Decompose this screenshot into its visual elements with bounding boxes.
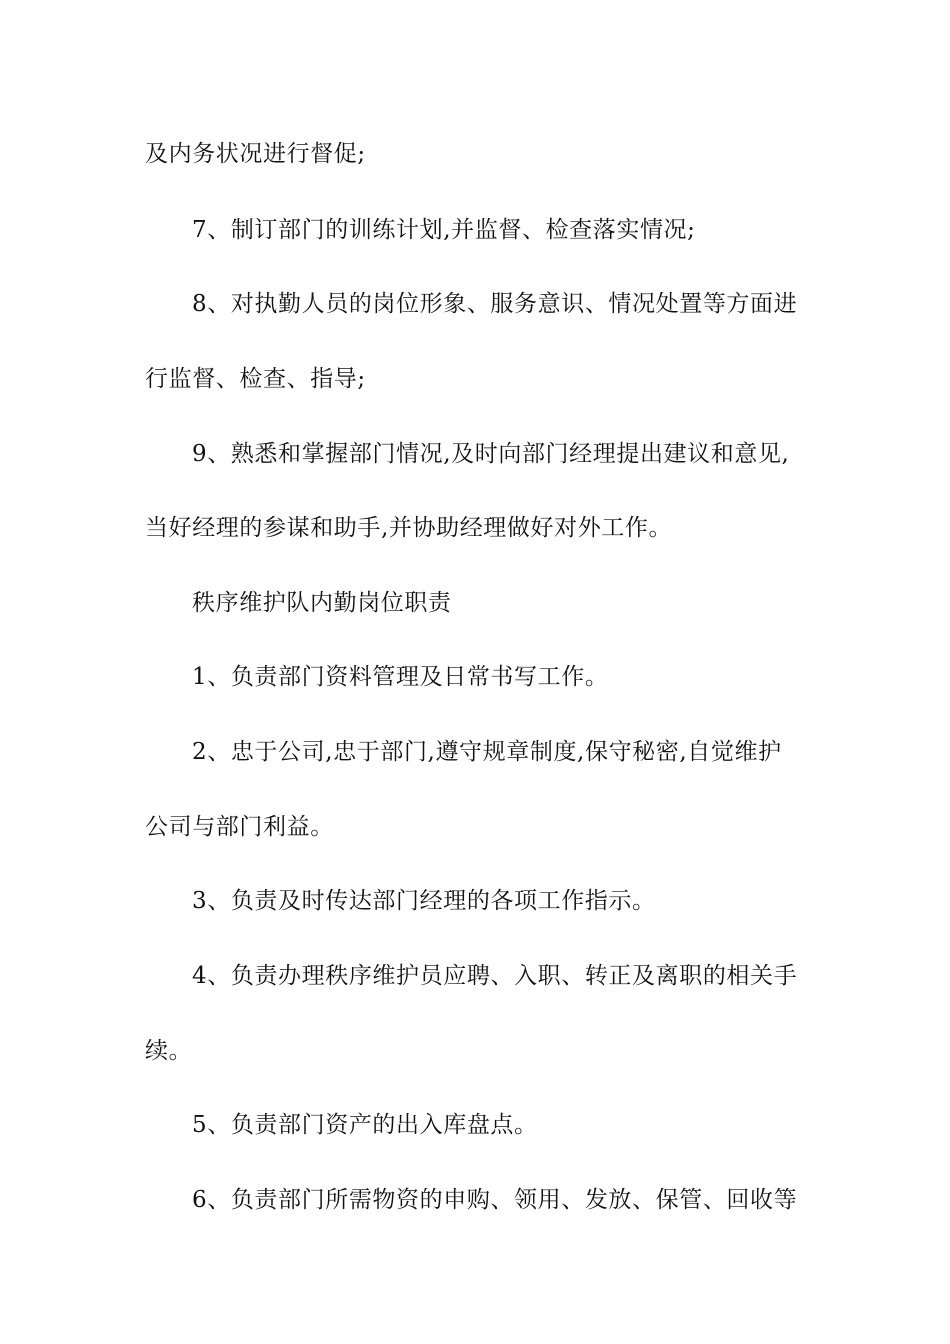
text-line: 9、熟悉和掌握部门情况,及时向部门经理提出建议和意见, (192, 441, 790, 467)
text-line: 7、制订部门的训练计划,并监督、检查落实情况; (192, 217, 696, 243)
text-line: 行监督、检查、指导; (145, 366, 366, 392)
text-line: 8、对执勤人员的岗位形象、服务意识、情况处置等方面进 (192, 291, 798, 317)
text-line: 1、负责部门资料管理及日常书写工作。 (192, 664, 609, 690)
text-line: 2、忠于公司,忠于部门,遵守规章制度,保守秘密,自觉维护 (192, 739, 782, 765)
text-line: 3、负责及时传达部门经理的各项工作指示。 (192, 888, 656, 914)
text-line: 4、负责办理秩序维护员应聘、入职、转正及离职的相关手 (192, 963, 798, 989)
text-line: 5、负责部门资产的出入库盘点。 (192, 1112, 538, 1138)
text-line: 6、负责部门所需物资的申购、领用、发放、保管、回收等 (192, 1187, 798, 1213)
text-line: 公司与部门利益。 (145, 814, 334, 840)
text-line: 当好经理的参谋和助手,并协助经理做好对外工作。 (145, 515, 673, 541)
text-line: 及内务状况进行督促; (145, 141, 366, 167)
section-heading: 秩序维护队内勤岗位职责 (192, 590, 452, 616)
text-line: 续。 (145, 1038, 193, 1064)
